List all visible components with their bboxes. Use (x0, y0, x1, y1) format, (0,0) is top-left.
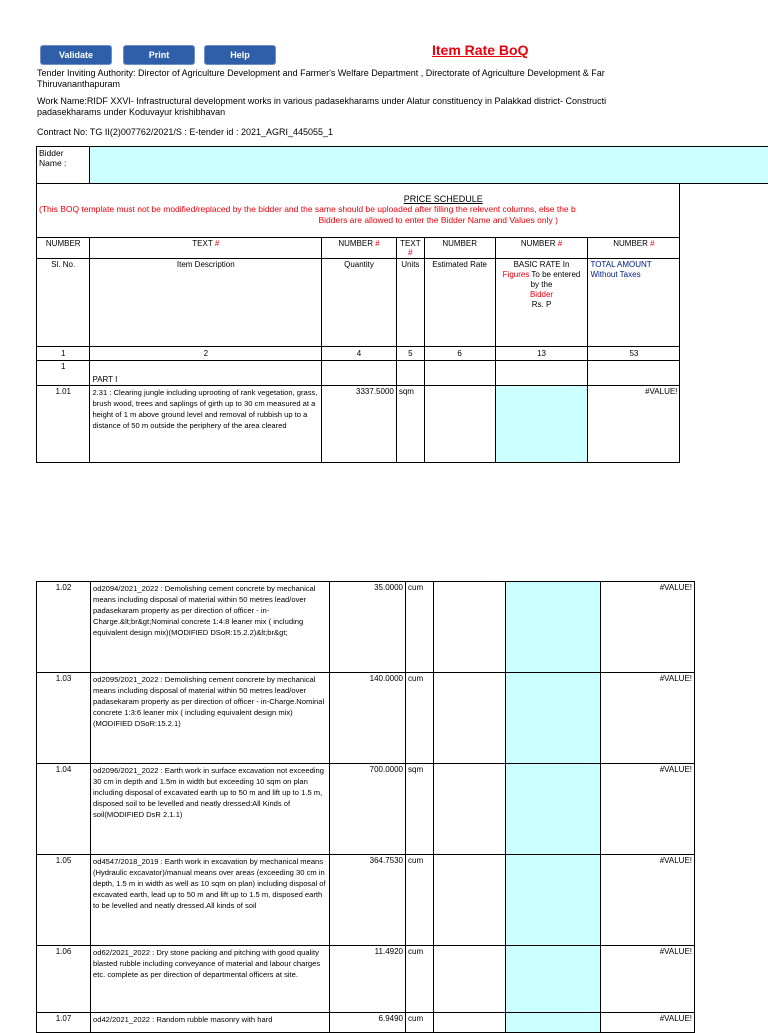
column-type-row: NUMBER TEXT # NUMBER # TEXT # NUMBER NUMBER # NUMBER # (37, 238, 768, 259)
boq-table-top (36, 146, 768, 463)
validate-button[interactable]: Validate (40, 45, 112, 65)
table-row: 1.06 od62/2021_2022 : Dry stone packing and pitching with good quality blasted rubble including conveyance of material and labour charges etc. complete as per direction of departmental officers at site. 11.4920 cum #VALUE! (37, 946, 695, 1013)
contract-number: Contract No: TG II(2)007762/2021/S : E-tender id : 2021_AGRI_445055_1 (37, 127, 333, 138)
help-button[interactable]: Help (204, 45, 276, 65)
page-title: Item Rate BoQ (432, 42, 528, 58)
price-schedule-title: PRICE SCHEDULE (39, 194, 677, 204)
work-name: Work Name:RIDF XXVI- Infrastructural development works in various padasekharams under Alatur constituency in Palakkad district- Constructi padasekharams under Koduvayur krishibhavan (37, 96, 606, 118)
basic-rate-input[interactable] (506, 855, 601, 946)
basic-rate-input[interactable] (506, 582, 601, 673)
basic-rate-input[interactable] (506, 946, 601, 1013)
basic-rate-input[interactable] (506, 1013, 601, 1033)
price-schedule-header (37, 184, 680, 238)
tender-authority: Tender Inviting Authority: Director of Agriculture Development and Farmer's Welfare Department , Directorate of Agriculture Development & Far Thiruvananthapuram (37, 68, 605, 90)
table-row: 1.05 od4547/2018_2019 : Earth work in excavation by mechanical means (Hydraulic excavator)/manual means over areas (exceeding 30 cm in depth, 1.5 m in width as well as 10 sqm on plan) including disposal of excavated earth, lead up to 50 m and lift up to 1.5 m, disposed earth to be levelled and neatly dressed.All kinds of soil 364.7530 cum #VALUE! (37, 855, 695, 946)
table-row: 1.07 od42/2021_2022 : Random rubble masonry with hard 6.9490 cum #VALUE! (37, 1013, 695, 1033)
table-row: 1.03 od2095/2021_2022 : Demolishing cement concrete by mechanical means including disposal of material within 50 metres lead/over padasekaram property as per direction of officer - in-Charge.Nominal concrete 1:3:6 leaner mix ( including equivalent design mix)(MODIFIED DSoR:15.2.1) 140.0000 cum #VALUE! (37, 673, 695, 764)
part-row: 1 PART I (37, 361, 768, 386)
basic-rate-input[interactable] (506, 764, 601, 855)
price-schedule-note: (This BOQ template must not be modified/replaced by the bidder and the same should be uploaded after filling the relevent columns, else the b Bidders are allowed to enter the Bidder Name and Values only ) (39, 204, 677, 226)
table-row: 1.02 od2094/2021_2022 : Demolishing cement concrete by mechanical means including disposal of material within 50 metres lead/over padasekaram property as per direction of officer - in-Charge.&lt;br&gt;Nominal concrete 1:4:8 leaner mix ( including equivalent design mix)(MODIFIED DSoR:15.2.2)&lt;br&gt; 35.0000 cum #VALUE! (37, 582, 695, 673)
table-row: 1.04 od2096/2021_2022 : Earth work in surface excavation not exceeding 30 cm in depth and 1.5m in width but exceeding 10 sqm on plan including disposal of excavated earth up to 50 m and lift up to 1.5 m, disposed soil to be levelled and neatly dressed:All Kinds of soil(MODIFIED DsR 2.1.1) 700.0000 sqm #VALUE! (37, 764, 695, 855)
boq-table-bottom (36, 581, 695, 1033)
column-name-row: Sl. No. Item Description Quantity Units Estimated Rate BASIC RATE In Figures To be entered by the Bidder Rs. P TOTAL AMOUNT Without Taxes (37, 259, 768, 347)
table-row: 1.01 2.31 : Clearing jungle including uprooting of rank vegetation, grass, brush wood, trees and saplings of girth up to 30 cm measured at a height of 1 m above ground level and removal of rubbish up to a distance of 50 m outside the periphery of the area cleared 3337.5000 sqm #VALUE! (37, 386, 768, 463)
bidder-name-input[interactable] (90, 147, 768, 184)
column-number-row: 1 2 4 5 6 13 53 (37, 347, 768, 361)
basic-rate-input[interactable] (506, 673, 601, 764)
basic-rate-input[interactable] (495, 386, 588, 463)
bidder-name-label: Bidder Name : (37, 147, 90, 184)
print-button[interactable]: Print (123, 45, 195, 65)
